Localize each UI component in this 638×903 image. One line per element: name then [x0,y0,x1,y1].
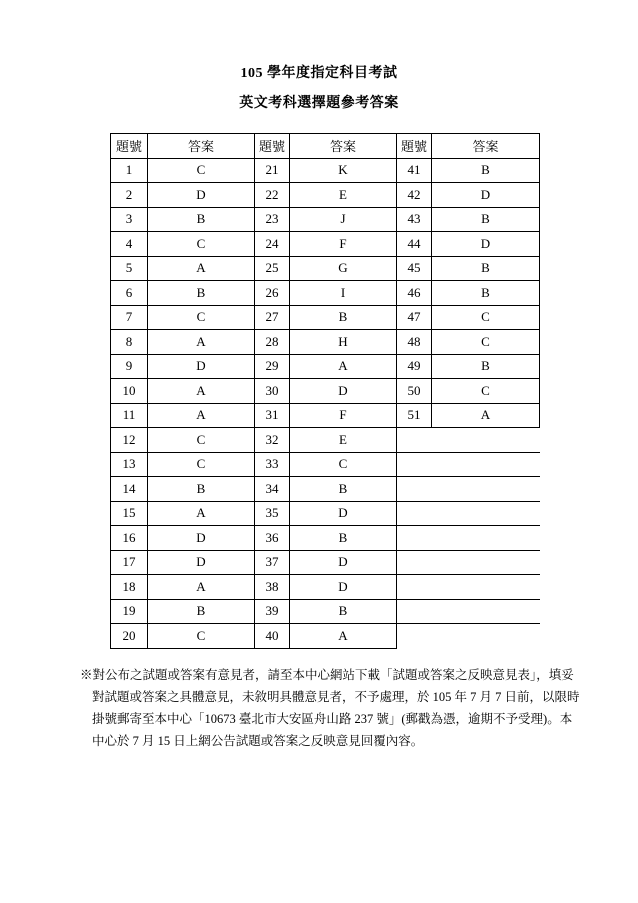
header-answer-2: 答案 [290,134,397,159]
question-number: 18 [111,575,148,600]
header-answer-1: 答案 [148,134,255,159]
table-row [111,305,540,330]
table-row [111,477,540,502]
answer-cell: A [290,624,397,649]
question-number: 7 [111,305,148,330]
answer-cell: C [148,305,255,330]
question-number: 12 [111,428,148,453]
question-number: 2 [111,183,148,208]
answer-cell: D [432,232,540,257]
answer-cell: C [432,379,540,404]
answer-cell: I [290,281,397,306]
table-row [111,354,540,379]
question-number: 10 [111,379,148,404]
table-row [111,281,540,306]
answer-cell: B [432,256,540,281]
answer-cell: D [432,183,540,208]
answer-cell: A [148,403,255,428]
answer-cell: D [290,501,397,526]
empty-cell [397,452,540,477]
question-number: 38 [255,575,290,600]
answer-cell: A [432,403,540,428]
answer-cell: A [148,330,255,355]
question-number: 9 [111,354,148,379]
header-question-number-1: 題號 [111,134,148,159]
answer-cell: E [290,183,397,208]
answer-cell: B [290,477,397,502]
table-row [111,232,540,257]
question-number: 34 [255,477,290,502]
question-number: 45 [397,256,432,281]
answer-cell: F [290,403,397,428]
answer-table [110,133,540,649]
answer-cell: D [290,575,397,600]
question-number: 43 [397,207,432,232]
table-row [111,599,540,624]
answer-cell: A [148,379,255,404]
table-row [111,428,540,453]
answer-cell: D [290,379,397,404]
table-row [111,575,540,600]
answer-cell: G [290,256,397,281]
question-number: 21 [255,158,290,183]
answer-cell: A [148,575,255,600]
table-row [111,452,540,477]
answer-cell: C [148,232,255,257]
question-number: 6 [111,281,148,306]
question-number: 4 [111,232,148,257]
answer-cell: B [148,599,255,624]
answer-cell: C [432,330,540,355]
answer-cell: B [148,207,255,232]
notice [80,664,580,752]
question-number: 33 [255,452,290,477]
question-number: 31 [255,403,290,428]
question-number: 5 [111,256,148,281]
table-row [111,183,540,208]
question-number: 1 [111,158,148,183]
answer-cell: C [432,305,540,330]
answer-cell: D [148,183,255,208]
question-number: 46 [397,281,432,306]
question-number: 19 [111,599,148,624]
answer-cell: K [290,158,397,183]
answer-cell: C [148,452,255,477]
empty-cell [397,428,540,453]
empty-cell [397,477,540,502]
question-number: 40 [255,624,290,649]
empty-cell [397,624,540,649]
question-number: 49 [397,354,432,379]
answer-cell: A [290,354,397,379]
question-number: 39 [255,599,290,624]
table-row [111,379,540,404]
answer-cell: B [290,305,397,330]
question-number: 29 [255,354,290,379]
question-number: 25 [255,256,290,281]
question-number: 24 [255,232,290,257]
question-number: 8 [111,330,148,355]
document-subtitle: 英文考科選擇題參考答案 [239,96,399,111]
question-number: 44 [397,232,432,257]
question-number: 11 [111,403,148,428]
question-number: 23 [255,207,290,232]
question-number: 3 [111,207,148,232]
question-number: 13 [111,452,148,477]
header-question-number-3: 題號 [397,134,432,159]
question-number: 30 [255,379,290,404]
table-row [111,256,540,281]
answer-cell: B [148,281,255,306]
answer-cell: B [148,477,255,502]
question-number: 22 [255,183,290,208]
answer-cell: A [148,256,255,281]
answer-cell: A [148,501,255,526]
table-row [111,403,540,428]
answer-cell: C [148,428,255,453]
question-number: 15 [111,501,148,526]
document-title: 105 學年度指定科目考試 [240,66,398,81]
answer-cell: B [432,207,540,232]
empty-cell [397,550,540,575]
table-row [111,207,540,232]
question-number: 17 [111,550,148,575]
question-number: 51 [397,403,432,428]
answer-cell: B [432,281,540,306]
header-answer-3: 答案 [432,134,540,159]
answer-cell: B [290,526,397,551]
question-number: 26 [255,281,290,306]
empty-cell [397,501,540,526]
table-row [111,526,540,551]
question-number: 16 [111,526,148,551]
header-question-number-2: 題號 [255,134,290,159]
question-number: 37 [255,550,290,575]
table-row [111,158,540,183]
answer-cell: D [148,526,255,551]
answer-cell: C [290,452,397,477]
answer-cell: B [290,599,397,624]
empty-cell [397,575,540,600]
answer-cell: C [148,158,255,183]
answer-cell: H [290,330,397,355]
question-number: 41 [397,158,432,183]
answer-cell: B [432,158,540,183]
question-number: 42 [397,183,432,208]
empty-cell [397,526,540,551]
notice-text: ※對公布之試題或答案有意見者，請至本中心網站下載「試題或答案之反映意見表」，填妥對試題或答案之具體意見，未敘明具體意見者，不予處理，於 105 年 7 月 7 日前，以限時掛號郵寄至本中心「10673 臺北市大安區舟山路 237 號」(郵戳為憑，逾期不予受理)。本中心於 7 月 15 日上網公告試題或答案之反映意見回覆內容。 [80,668,580,748]
answer-cell: D [148,354,255,379]
question-number: 50 [397,379,432,404]
table-row [111,624,540,649]
answer-table-header [111,134,540,159]
question-number: 20 [111,624,148,649]
answer-cell: J [290,207,397,232]
question-number: 14 [111,477,148,502]
answer-cell: C [148,624,255,649]
answer-cell: D [290,550,397,575]
question-number: 28 [255,330,290,355]
question-number: 48 [397,330,432,355]
question-number: 36 [255,526,290,551]
question-number: 47 [397,305,432,330]
answer-cell: F [290,232,397,257]
question-number: 27 [255,305,290,330]
table-row [111,550,540,575]
empty-cell [397,599,540,624]
question-number: 35 [255,501,290,526]
answer-cell: E [290,428,397,453]
table-row [111,501,540,526]
table-row [111,330,540,355]
answer-cell: B [432,354,540,379]
question-number: 32 [255,428,290,453]
answer-table-body [111,158,540,648]
answer-cell: D [148,550,255,575]
